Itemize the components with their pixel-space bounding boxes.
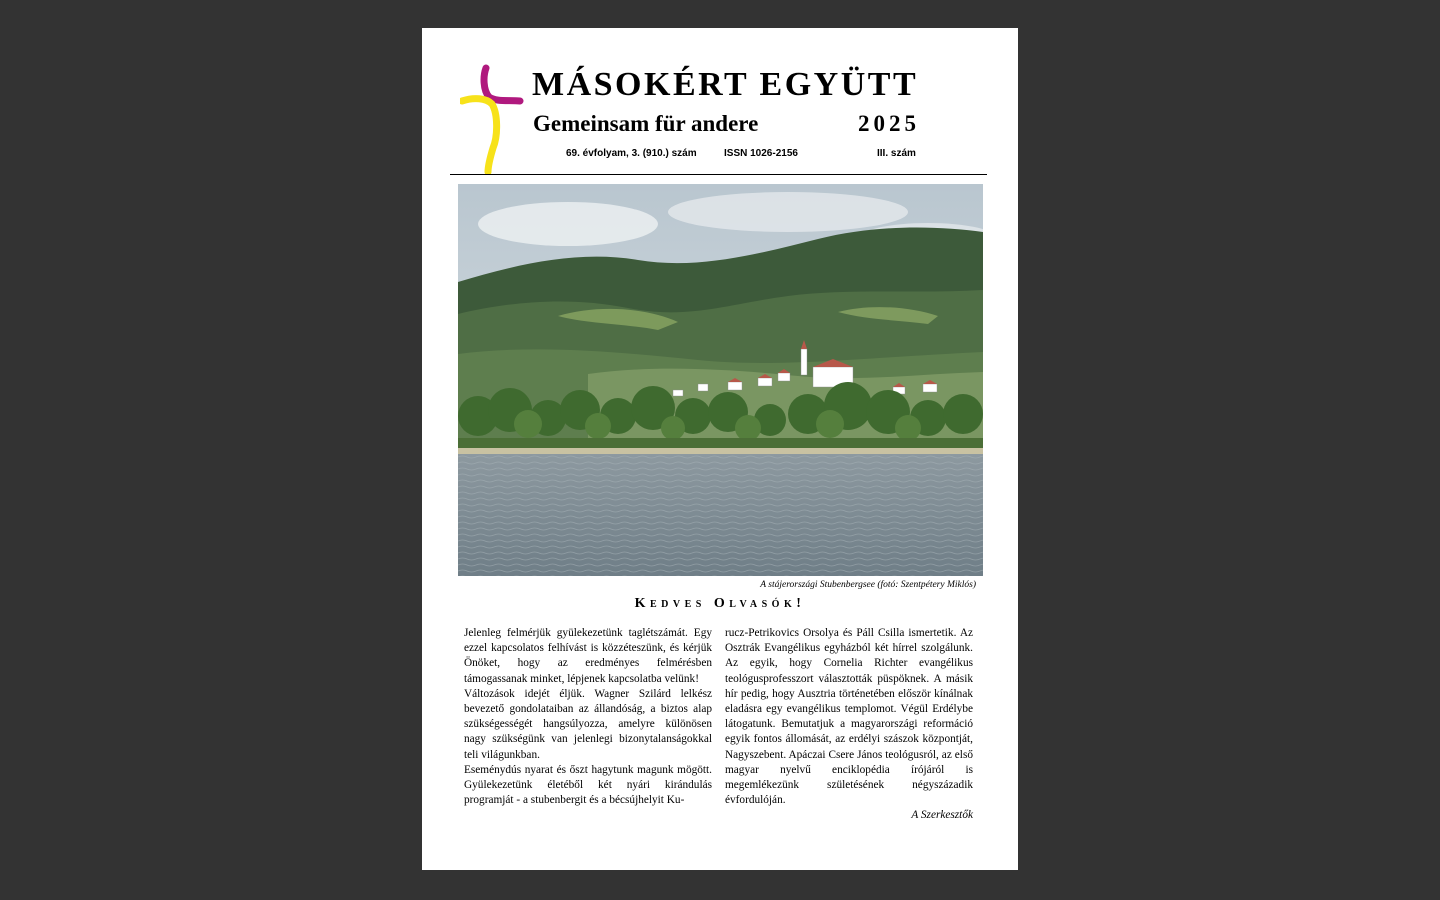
header-divider [450, 174, 987, 175]
editorial-paragraph: Jelenleg felmérjük gyülekezetünk taglétszámát. Egy ezzel kapcsolatos felhívást is közzéteszünk, és kérjük Önöket, hogy az eredményes felmérésben támogassanak minket, lépjenek kapcsolatba velünk! [464, 627, 712, 685]
volume-info: 69. évfolyam, 3. (910.) szám [566, 148, 697, 159]
editorial-right-column [725, 626, 973, 824]
editorial-left-column [464, 626, 712, 808]
issue-number: III. szám [877, 148, 916, 159]
cover-photo [458, 184, 983, 576]
editorial-heading: Kedves Olvasók! [634, 596, 806, 611]
issn: ISSN 1026-2156 [724, 148, 798, 159]
magazine-title: MÁSOKÉRT EGYÜTT [532, 66, 919, 103]
photo-caption: A stájerországi Stubenbergsee (fotó: Szentpétery Miklós) [760, 580, 976, 590]
magazine-year: 2025 [858, 111, 920, 136]
cross-logo-icon [460, 64, 524, 174]
magazine-subtitle: Gemeinsam für andere [533, 111, 759, 136]
magazine-page [422, 28, 1018, 870]
editorial-paragraph: rucz-Petrikovics Orsolya és Páll Csilla ismertetik. Az Osztrák Evangélikus egyházból két hírrel szolgálunk. Az egyik, hogy Cornelia Richter evangélikus teológusprofesszort választották püspöknek. A másik hír pedig, hogy Ausztria történetében először kínálnak eladásra egy evangélikus templomot. Végül Erdélybe látogatunk. Bemutatjuk a magyarországi reformáció egyik fontos állomását, az erdélyi szászok központját, Nagyszebent. Apáczai Csere János teológusról, az első magyar nyelvű enciklopédia írójáról is megemlékezünk születésének négyszázadik évfordulóján. [725, 627, 973, 807]
editorial-paragraph: Eseménydús nyarat és őszt hagytunk magunk mögött. Gyülekezetünk életéből két nyári kirándulás programját - a stubenbergit és a bécsújhelyit Ku- [464, 763, 712, 807]
editorial-signature: A Szerkesztők [911, 809, 973, 822]
editorial-paragraph: Változások idejét éljük. Wagner Szilárd lelkész bevezető gondolataiban az állandóság, a biztos alap szükségességét hangsúlyozza, amelyre különösen nagy szükségünk van jelenlegi bizonytalanságokkal teli világunkban. [464, 687, 712, 761]
